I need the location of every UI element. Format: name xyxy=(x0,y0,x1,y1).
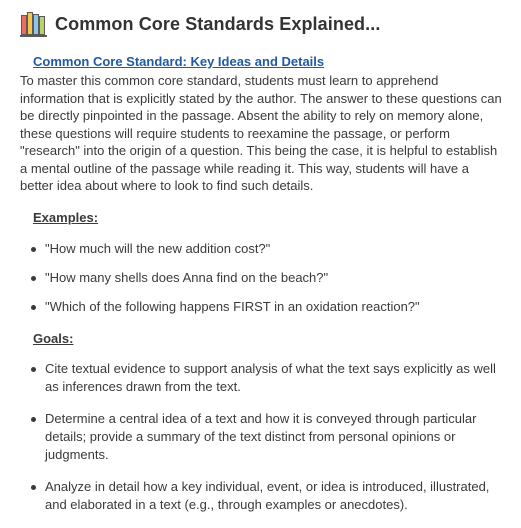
example-text: "How many shells does Anna find on the beach?" xyxy=(45,270,329,285)
list-item xyxy=(0,298,500,316)
list-item xyxy=(0,360,500,396)
intro-paragraph: To master this common core standard, students must learn to apprehend information that is explicitly stated by the author. The answer to these questions can be directly pinpointed in the passage. Absent the ability to rely on memory alone, these questions will require students to reexamine the passage, or perform "research" into the origin of a question. This being the case, it is helpful to establish a mental outline of the passage while reading it. This way, students will have a better idea about where to look to find such details. xyxy=(20,73,502,193)
list-item xyxy=(0,410,500,464)
bullet-icon xyxy=(31,485,36,490)
example-text: "Which of the following happens FIRST in an oxidation reaction?" xyxy=(45,299,420,314)
bullet-icon xyxy=(31,417,36,422)
page-title: Common Core Standards Explained... xyxy=(55,13,381,34)
goal-text: Analyze in detail how a key individual, event, or idea is introduced, illustrated, and elaborated in a text (e.g., through examples or anecdotes). xyxy=(45,479,490,512)
page-header xyxy=(20,11,380,37)
list-item xyxy=(0,240,500,258)
list-item xyxy=(0,269,500,287)
books-icon xyxy=(20,11,48,37)
goals-list xyxy=(0,360,500,528)
examples-heading: Examples: xyxy=(33,210,99,225)
goal-text: Determine a central idea of a text and how it is conveyed through particular details; provide a summary of the text distinct from personal opinions or judgments. xyxy=(45,411,477,462)
example-text: "How much will the new addition cost?" xyxy=(45,241,271,256)
bullet-icon xyxy=(31,367,36,372)
goals-heading: Goals: xyxy=(33,331,74,346)
examples-list xyxy=(0,240,500,327)
bullet-icon xyxy=(31,247,36,252)
goal-text: Cite textual evidence to support analysis of what the text says explicitly as well as inferences drawn from the text. xyxy=(45,361,496,394)
list-item xyxy=(0,478,500,514)
bullet-icon xyxy=(31,305,36,310)
bullet-icon xyxy=(31,276,36,281)
section-title-link[interactable]: Common Core Standard: Key Ideas and Details xyxy=(33,54,325,69)
